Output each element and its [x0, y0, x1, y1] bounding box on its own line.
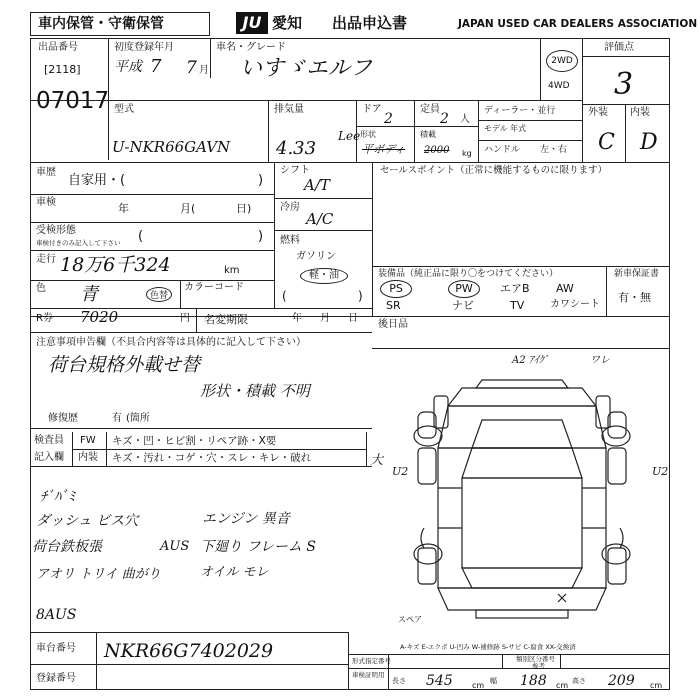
diagram-left-note: U2: [392, 465, 409, 478]
equip-navi: ナビ: [452, 299, 474, 312]
drive-4wd: 4WD: [548, 81, 570, 91]
usage-value: 自家用・(: [68, 173, 126, 188]
note-8aus: 8AUS: [36, 607, 77, 623]
fuel-paren-close: ): [358, 289, 363, 303]
load-unit: kg: [462, 149, 472, 158]
note-dash: ダッシュ ビス穴: [36, 513, 139, 529]
color-change: 色替: [146, 287, 172, 302]
recycle-value: 7020: [80, 308, 119, 326]
dims-inspection-label: 車検証明用: [352, 671, 385, 679]
equip-sr: SR: [386, 299, 401, 312]
fuel-diesel: 軽・油: [300, 268, 348, 284]
storage-label: 車内保管・守衛保管: [38, 16, 164, 32]
car-name: いすゞエルフ: [240, 56, 373, 81]
load-value: 2000: [424, 145, 450, 156]
repair-place: (箇所: [126, 413, 150, 424]
warranty-value: 有・無: [618, 291, 651, 304]
equipment-label: 装備品（純正品に限り〇をつけてください）: [378, 269, 559, 279]
note-engine: エンジン 異音: [202, 511, 290, 527]
height-value: 209: [608, 673, 635, 689]
car-diagram: [372, 348, 670, 648]
association-name: JAPAN USED CAR DEALERS ASSOCIATION: [458, 18, 698, 30]
fuel-paren-open: (: [282, 289, 287, 303]
notes-line2: 形状・積載 不明: [200, 382, 310, 400]
org-name: 愛知: [272, 14, 303, 32]
height-label: 高さ: [572, 677, 586, 685]
width-unit: cm: [556, 681, 569, 690]
displacement-label: 排気量: [274, 104, 304, 115]
handle-options: 左・右: [540, 145, 568, 155]
diagram-top-note2: ワレ: [590, 355, 610, 366]
interior-label: 内装: [630, 107, 650, 118]
interior-value: D: [640, 130, 658, 155]
exterior-label: 外装: [588, 107, 608, 118]
ju-logo: JU: [236, 12, 268, 34]
height-unit: cm: [650, 681, 663, 690]
appendix-label: 後日品: [378, 319, 408, 330]
car-name-label: 車名・グレード: [216, 42, 286, 53]
length-label: 長さ: [392, 677, 406, 685]
shaken-label: 車検: [36, 197, 56, 208]
drive-2wd: 2WD: [546, 50, 578, 72]
receive-open: (: [138, 229, 144, 244]
note-bed-plate: 荷台鉄板張: [32, 539, 102, 555]
recycle-label: R券: [36, 313, 53, 324]
grade-value: 3: [614, 67, 634, 102]
fuel-label: 燃料: [280, 235, 300, 246]
equip-tv: TV: [510, 299, 525, 312]
shift-value: A/T: [304, 176, 330, 194]
model-code: U-NKR66GAVN: [112, 138, 231, 156]
cooler-value: A/C: [306, 210, 334, 228]
shaken-day-unit: 日): [236, 202, 252, 215]
model-year-label: モデル 年式: [484, 124, 527, 133]
capacity-label: 定員: [420, 104, 440, 115]
record-label: 記入欄: [34, 452, 64, 463]
dims-ref: 参考: [532, 662, 545, 670]
equip-leather: カワシート: [550, 299, 600, 310]
color-label: 色: [36, 283, 46, 294]
receive-note: 車検付きのみ記入して下さい: [36, 239, 121, 247]
damage-legend: A-キズ E-エクボ U-凹み W-補修跡 S-サビ C-腐食 XX-交換済: [400, 643, 576, 651]
notes-label: 注意事項申告欄（不具合内容等は具体的に記入して下さい）: [36, 337, 306, 348]
capacity-value: 2: [440, 111, 449, 127]
shaken-month-unit: 月(: [180, 202, 196, 215]
dims-label1: 形式指定番号: [352, 657, 391, 665]
name-change-year: 年: [292, 313, 302, 324]
lot-label: 出品番号: [38, 42, 78, 53]
mileage-value: 18万6千324: [60, 254, 171, 276]
month-unit: 月: [199, 65, 209, 76]
color-code-label: カラーコード: [184, 282, 244, 293]
note-oil: オイル モレ: [200, 565, 269, 580]
width-label: 幅: [490, 677, 497, 685]
grade-label: 評価点: [604, 42, 634, 53]
handle-label: ハンドル: [484, 145, 521, 155]
equip-ps: PS: [380, 280, 412, 298]
note-chibami: ﾁﾞﾊﾞﾐ: [40, 489, 75, 505]
chassis-number: NKR66G7402029: [104, 640, 274, 662]
notes-line1: 荷台規格外載せ替: [48, 354, 201, 376]
repair-value: 有: [112, 413, 122, 424]
inspection-row1: キズ・凹・ヒビ割・リペア跡・X要: [112, 435, 277, 447]
recycle-unit: 円: [180, 313, 190, 324]
width-value: 188: [520, 673, 547, 689]
capacity-unit: 人: [460, 114, 470, 125]
note-underbody: 下廻り フレーム S: [200, 539, 316, 555]
spare-label: スペア: [398, 615, 422, 624]
inspector-label: 検査員: [34, 435, 64, 446]
shape-value: 平ボディ: [362, 143, 406, 156]
note-aus: AUS: [160, 539, 190, 554]
receive-label: 受検形態: [36, 225, 76, 236]
first-reg-label: 初度登録年月: [114, 42, 174, 53]
diagram-right-note: U2: [652, 465, 669, 478]
color-value: 青: [80, 284, 98, 305]
note-aori: アオリ トリイ 曲がり: [36, 567, 161, 582]
shaken-year-unit: 年: [118, 202, 129, 215]
load-label: 積載: [420, 130, 436, 139]
name-change-month: 月: [320, 313, 330, 324]
length-unit: cm: [472, 681, 485, 690]
lot-code: [2118]: [44, 63, 81, 76]
fw-label: FW: [80, 435, 96, 446]
name-change-label: 名変期限: [204, 313, 248, 326]
reg-month: 7: [186, 58, 197, 78]
inspection-big-mark: 大: [370, 453, 384, 468]
shape-label: 形状: [360, 130, 376, 139]
mileage-unit: km: [224, 265, 240, 276]
displacement-value: 4.33: [276, 138, 317, 159]
inspection-row2: キズ・汚れ・コゲ・穴・スレ・キレ・破れ: [112, 452, 312, 464]
usage-label: 車歴: [36, 167, 56, 178]
door-label: ドア: [362, 104, 382, 115]
dims-label2: 類別区分番号: [516, 655, 555, 663]
usage-close: ): [258, 173, 264, 188]
plate-label: 登録番号: [36, 673, 76, 684]
exterior-value: C: [598, 130, 615, 155]
fuel-petrol: ガソリン: [296, 251, 336, 262]
fuel-mark: Lee: [338, 129, 361, 143]
repair-label: 修復歴: [48, 413, 78, 424]
equip-airbag: エアB: [500, 282, 530, 295]
shift-label: シフト: [280, 165, 310, 176]
length-value: 545: [426, 673, 453, 689]
lot-number: 07017: [36, 88, 110, 114]
model-label: 型式: [114, 104, 134, 115]
diagram-top-note: A2 ｱｲｸﾞ: [512, 355, 549, 366]
door-value: 2: [384, 111, 393, 127]
warranty-label: 新車保証書: [614, 269, 660, 279]
chassis-label: 車台番号: [36, 643, 76, 654]
cooler-label: 冷房: [280, 202, 300, 213]
mileage-label: 走行: [36, 254, 56, 265]
sales-point-label: セールスポイント（正常に機能するものに限ります）: [380, 165, 608, 176]
era-value: 平成: [114, 59, 142, 75]
name-change-day: 日: [348, 313, 358, 324]
interior-row-label: 内装: [78, 452, 98, 463]
equip-aw: AW: [556, 282, 574, 295]
reg-year: 7: [150, 56, 162, 77]
receive-close: ): [258, 229, 264, 244]
doc-title: 出品申込書: [332, 14, 408, 32]
equip-pw: PW: [448, 280, 480, 298]
dealer-label: ディーラー・並行: [484, 106, 556, 116]
